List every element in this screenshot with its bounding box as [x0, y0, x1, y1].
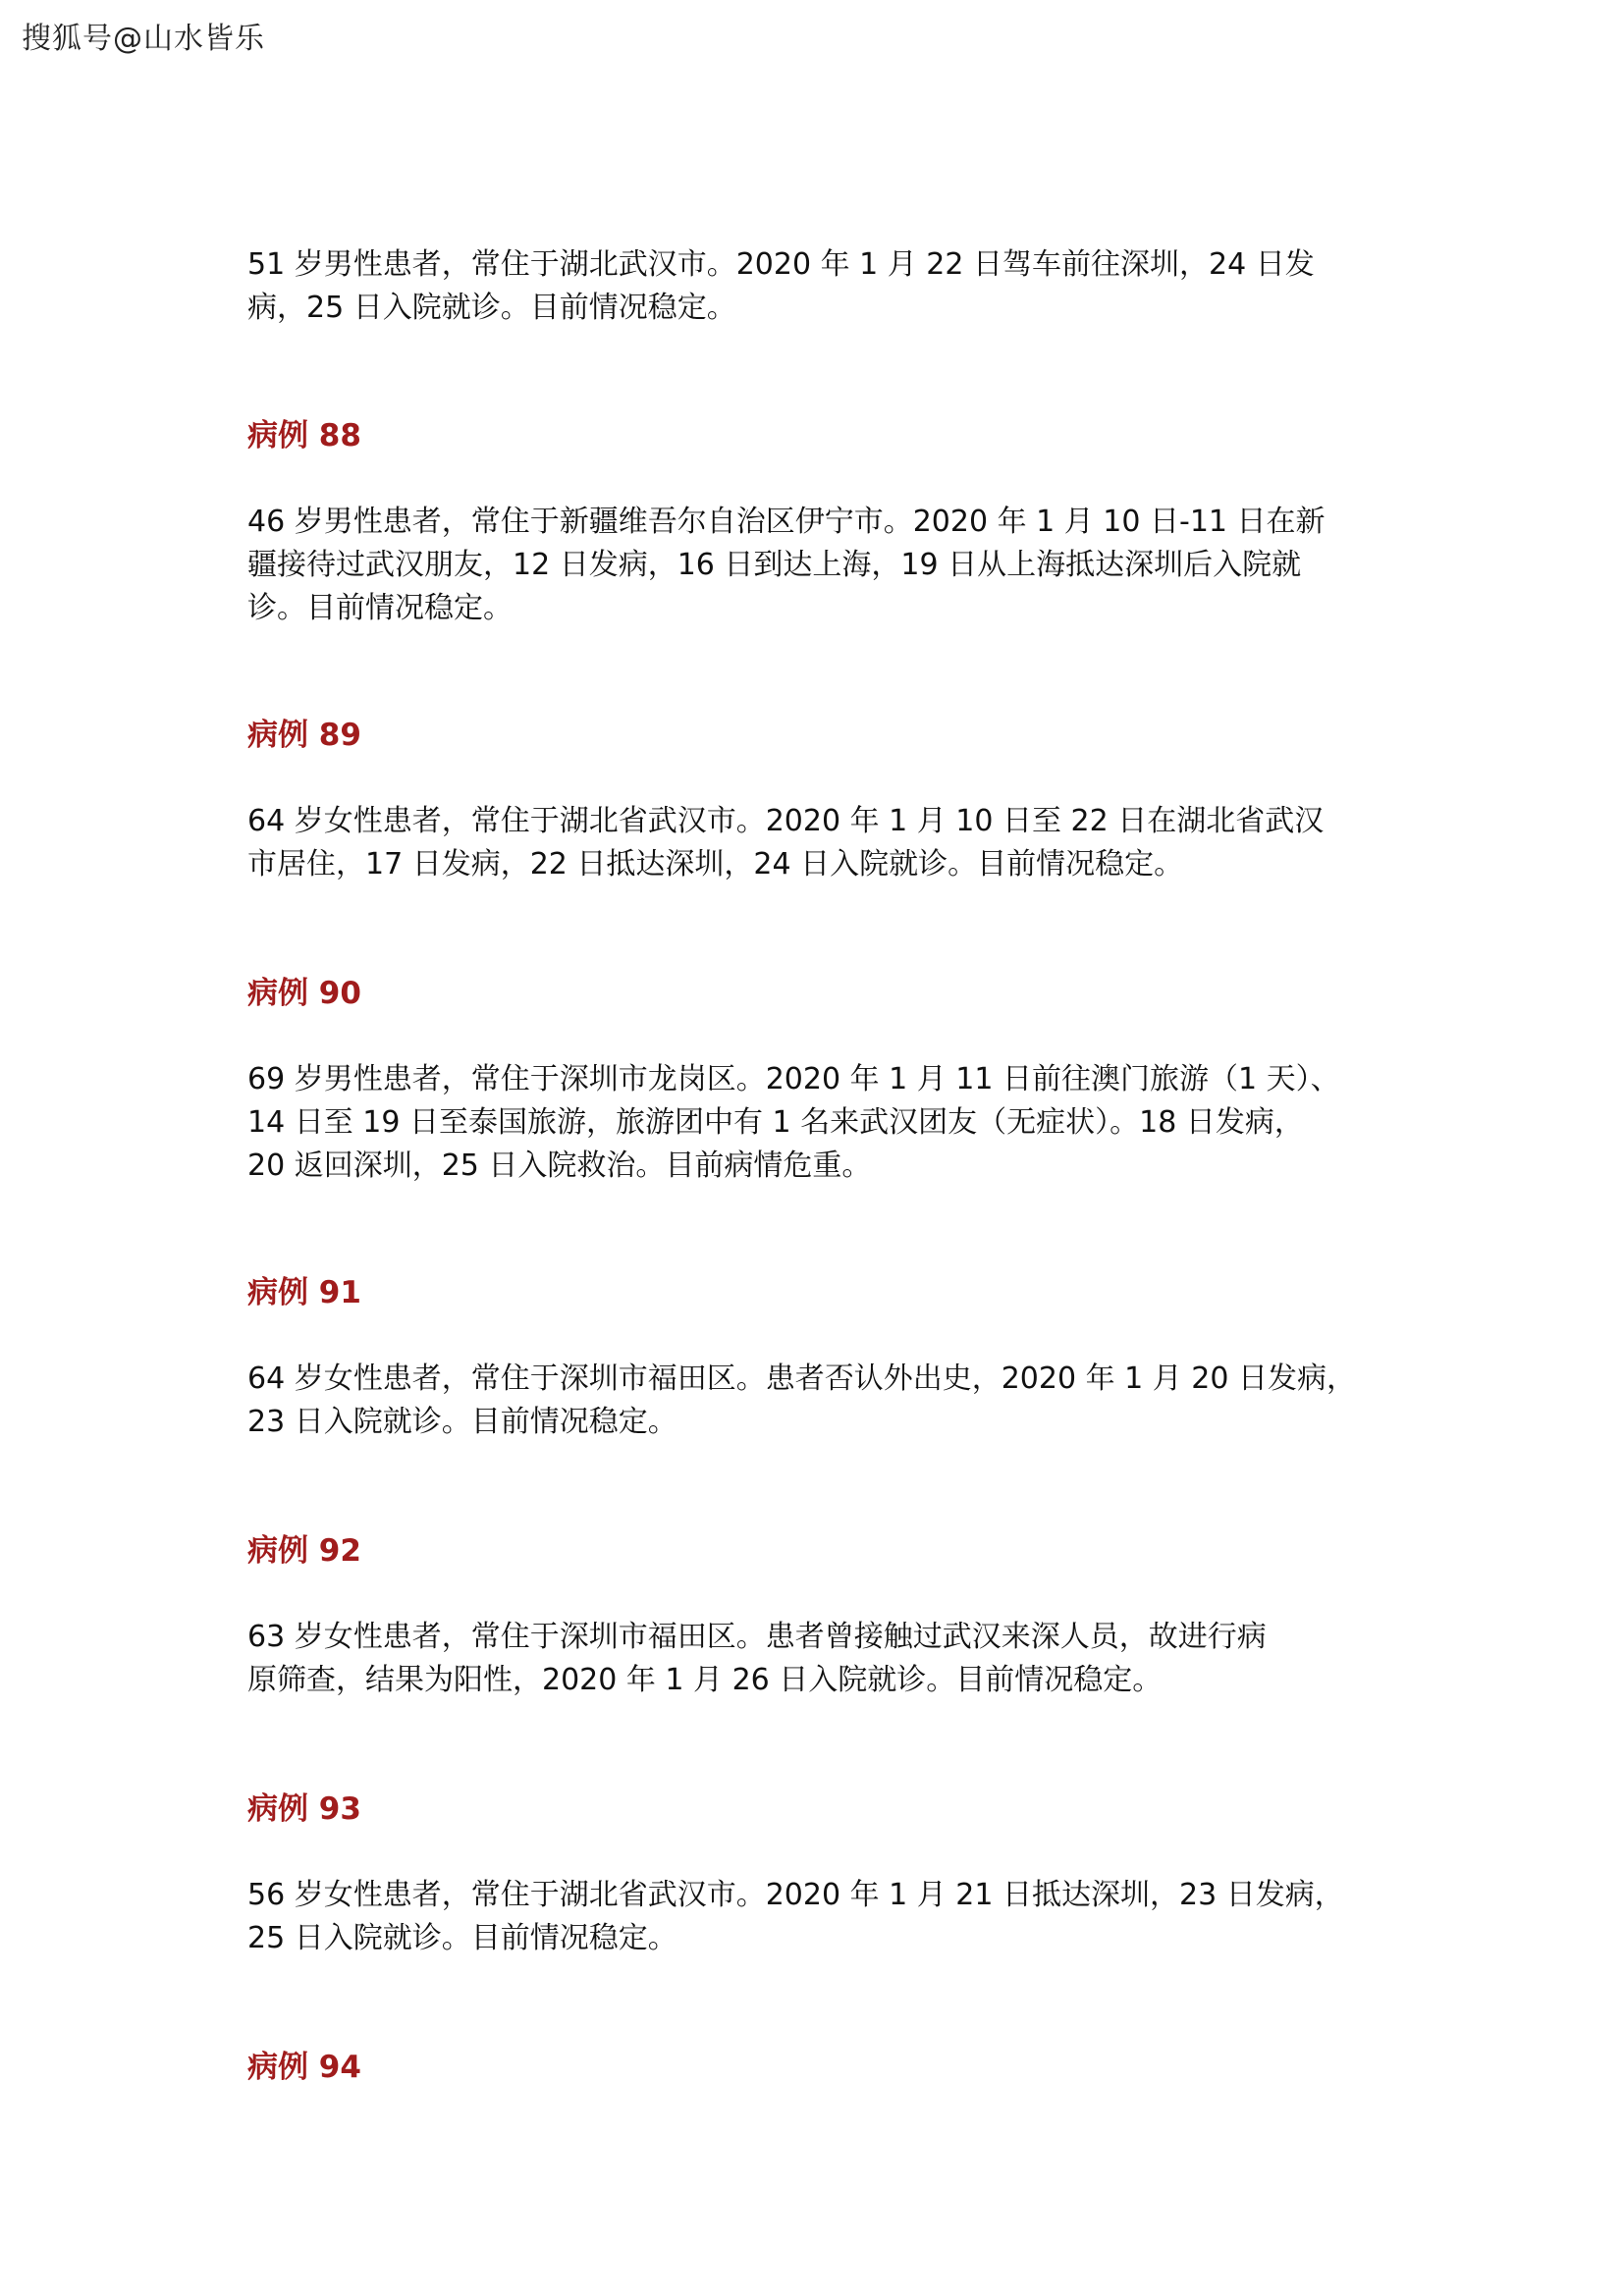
text-line: 64 岁女性患者，常住于湖北省武汉市。2020 年 1 月 10 日至 22 日在湖北省武汉 [247, 804, 1325, 838]
text-line: 诊。目前情况稳定。 [247, 591, 513, 625]
watermark-text: 搜狐号@山水皆乐 [22, 22, 265, 56]
case-88-description [247, 501, 1394, 630]
text-line: 病，25 日入院就诊。目前情况稳定。 [247, 291, 736, 325]
case-89-description [247, 800, 1394, 886]
text-line: 51 岁男性患者，常住于湖北武汉市。2020 年 1 月 22 日驾车前往深圳，24 日发 [247, 247, 1315, 282]
text-line: 23 日入院就诊。目前情况稳定。 [247, 1405, 677, 1439]
text-line: 25 日入院就诊。目前情况稳定。 [247, 1921, 677, 1955]
case-93-description [247, 1874, 1394, 1960]
text-line: 疆接待过武汉朋友，12 日发病，16 日到达上海，19 日从上海抵达深圳后入院就 [247, 548, 1302, 582]
text-line: 63 岁女性患者，常住于深圳市福田区。患者曾接触过武汉来深人员，故进行病 [247, 1620, 1267, 1654]
text-line: 46 岁男性患者，常住于新疆维吾尔自治区伊宁市。2020 年 1 月 10 日-11 日在新 [247, 505, 1326, 539]
case-93-heading: 病例 93 [247, 1791, 361, 1827]
case-88-heading: 病例 88 [247, 418, 361, 454]
case-92-heading: 病例 92 [247, 1533, 361, 1569]
text-line: 56 岁女性患者，常住于湖北省武汉市。2020 年 1 月 21 日抵达深圳，23 日发病， [247, 1878, 1344, 1912]
text-line: 20 返回深圳，25 日入院救治。目前病情危重。 [247, 1148, 872, 1183]
text-line: 14 日至 19 日至泰国旅游，旅游团中有 1 名来武汉团友（无症状）。18 日发病， [247, 1105, 1304, 1140]
text-line: 64 岁女性患者，常住于深圳市福田区。患者否认外出史，2020 年 1 月 20 日发病， [247, 1362, 1356, 1396]
text-line: 原筛查，结果为阳性，2020 年 1 月 26 日入院就诊。目前情况稳定。 [247, 1663, 1163, 1697]
text-line: 69 岁男性患者，常住于深圳市龙岗区。2020 年 1 月 11 日前往澳门旅游（1 天）、 [247, 1062, 1340, 1096]
case-90-description [247, 1058, 1394, 1188]
case-90-heading: 病例 90 [247, 976, 361, 1011]
text-line: 市居住，17 日发病，22 日抵达深圳，24 日入院就诊。目前情况稳定。 [247, 847, 1184, 881]
case-87-description [247, 243, 1394, 330]
case-94-heading: 病例 94 [247, 2050, 361, 2085]
case-89-heading: 病例 89 [247, 718, 361, 753]
case-91-description [247, 1358, 1394, 1444]
case-91-heading: 病例 91 [247, 1275, 361, 1310]
case-92-description [247, 1616, 1394, 1702]
